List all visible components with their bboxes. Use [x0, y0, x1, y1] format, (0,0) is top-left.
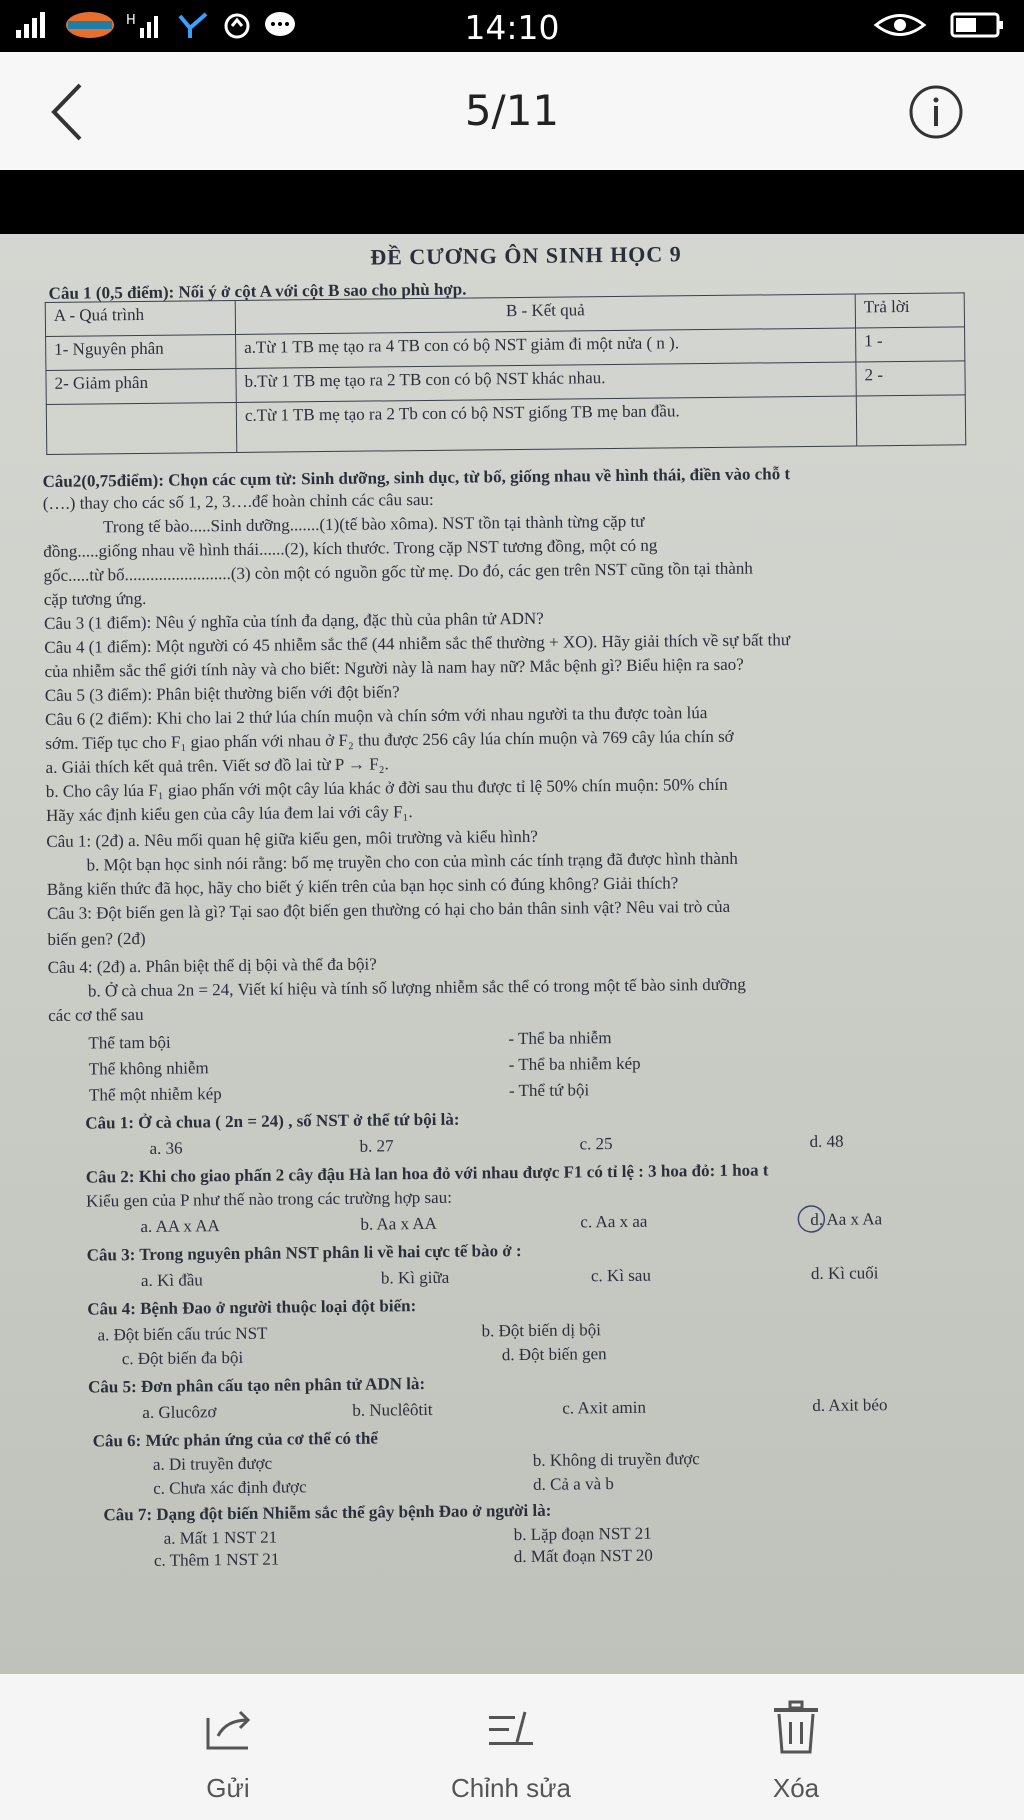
table-cell [46, 402, 237, 454]
doc-line: (….) thay cho các số 1, 2, 3….để hoàn chỉnh các câu sau: [42, 489, 434, 513]
edit-button[interactable] [411, 1698, 611, 1804]
status-icons-right [872, 10, 1006, 40]
mc-option: c. Đột biến đa bội [121, 1347, 244, 1369]
doc-line: Trong tế bào.....Sinh dưỡng.......(1)(tế bào xôma). NST tồn tại thành từng cặp tư [102, 511, 645, 537]
table-cell: 2 - [856, 361, 965, 396]
mc-option: d. Đột biến gen [501, 1344, 607, 1365]
mc-option: c. Kì sau [590, 1265, 652, 1286]
mc-option: c. 25 [579, 1134, 613, 1154]
table-cell: 1 - [856, 327, 965, 362]
doc-line: Câu 6 (2 điểm): Khi cho lai 2 thứ lúa chín muộn và chín sớm với nhau người ta thu được toàn lúa [44, 703, 708, 729]
svg-text:H: H [126, 13, 136, 28]
mc-option: a. Kì đầu [140, 1270, 203, 1290]
table-header-cell: A - Quá trình [45, 300, 235, 336]
table-cell: c.Từ 1 TB mẹ tạo ra 2 Tb con có bộ NST giống TB mẹ ban đầu. [236, 396, 856, 452]
mc-option: a. Glucôzơ [142, 1402, 217, 1422]
mc-option: c. Thêm 1 NST 21 [153, 1549, 280, 1570]
image-top-border [0, 170, 1024, 234]
matching-table [45, 292, 967, 455]
trash-icon [766, 1698, 826, 1758]
mc-option: b. Không di truyền được [532, 1449, 700, 1470]
info-icon[interactable] [908, 84, 964, 140]
edit-label: Chỉnh sửa [450, 1773, 572, 1803]
mc-question: Kiểu gen của P như thế nào trong các trường hợp sau: [86, 1187, 452, 1211]
doc-line: Câu2(0,75điểm): Chọn các cụm từ: Sinh dưỡng, sinh dục, từ bố, giống nhau về hình thái, điền vào chỗ t [42, 464, 791, 491]
table-header-cell: Trả lời [855, 293, 964, 328]
send-button[interactable] [128, 1698, 328, 1804]
mc-question: Câu 3: Trong nguyên phân NST phân li về hai cực tế bào ở : [86, 1241, 522, 1265]
mc-question: Câu 6: Mức phản ứng của cơ thể có thể [92, 1428, 379, 1451]
doc-line: biến gen? (2đ) [47, 928, 146, 949]
send-label: Gửi [206, 1773, 250, 1803]
doc-line: b. Cho cây lúa F₁ giao phấn với một cây lúa khác ở đời sau thu được tỉ lệ 50% chín muộn: 50% chín [45, 774, 728, 801]
share-icon [198, 1698, 258, 1758]
list-item: Thể không nhiễm [88, 1058, 209, 1079]
doc-line: cặp tương ứng. [43, 588, 147, 609]
mc-option: c. Axit amin [562, 1397, 646, 1418]
mc-option: b. 27 [359, 1136, 394, 1156]
doc-line: b. Ở cà chua 2n = 24, Viết kí hiệu và tính số lượng nhiễm sắc thể có trong một tế bào sinh dưỡng [87, 974, 746, 1001]
doc-line: Hãy xác định kiểu gen của cây lúa đem lai với cây F₁. [45, 802, 413, 825]
doc-line: Câu 3 (1 điểm): Nêu ý nghĩa của tính đa dạng, đặc thù của phân tử ADN? [43, 608, 544, 633]
mc-option: c. Aa x aa [580, 1211, 648, 1232]
list-item: - Thể tứ bội [508, 1080, 590, 1101]
list-item: - Thể ba nhiễm [508, 1028, 612, 1049]
page-counter: 5/11 [464, 86, 560, 135]
mc-question: Câu 4: Bệnh Đao ở người thuộc loại đột biến: [87, 1296, 417, 1319]
doc-line: của nhiễm sắc thể giới tính này và cho biết: Người này là nam hay nữ? Mắc bệnh gì? Biểu hiện ra sao? [44, 654, 744, 681]
mc-question: Câu 1: Ở cà chua ( 2n = 24) , số NST ở thể tứ bội là: [85, 1109, 460, 1133]
doc-line: Câu 4 (1 điểm): Một người có 45 nhiễm sắc thể (44 nhiễm sắc thể thường + XO). Hãy giải thích về sự bất thư [44, 630, 791, 657]
doc-line: các cơ thể sau [48, 1004, 144, 1025]
doc-line: Bằng kiến thức đã học, hãy cho biết ý kiến trên của bạn học sinh có đúng không? Giải thích? [46, 873, 679, 899]
mc-question: Câu 5: Đơn phân cấu tạo nên phân tử ADN là: [87, 1374, 426, 1397]
mc-option: d. Aa x Aa [810, 1209, 883, 1229]
mc-option: d. Kì cuối [810, 1263, 879, 1283]
mc-option: a. Di truyền được [152, 1453, 273, 1474]
doc-line: Câu 5 (3 điểm): Phân biệt thường biến với đột biến? [44, 682, 400, 705]
delete-button[interactable] [696, 1698, 896, 1804]
status-bar [0, 0, 1024, 52]
table-cell: b.Từ 1 TB mẹ tạo ra 2 TB con có bộ NST khác nhau. [236, 362, 856, 402]
mc-option: b. Kì giữa [380, 1267, 450, 1288]
mc-option: b. Nuclêôtit [352, 1399, 433, 1420]
document-title: ĐỀ CƯƠNG ÔN SINH HỌC 9 [370, 241, 682, 270]
doc-line: đồng.....giống nhau về hình thái......(2), kích thước. Trong cặp NST tương đồng, một có ng [43, 535, 658, 561]
table-cell [856, 395, 966, 446]
table-cell: 1- Nguyên phân [46, 334, 236, 370]
mc-option: d. Axit béo [812, 1395, 888, 1415]
table-row [46, 395, 965, 455]
mc-option: a. 36 [149, 1138, 183, 1158]
doc-line: gốc.....từ bố.........................(3) còn một có nguồn gốc từ mẹ. Do đó, các gen trên NST cũng tồn tại thành [43, 558, 753, 585]
table-cell: a.Từ 1 TB mẹ tạo ra 4 TB con có bộ NST giảm đi một nửa ( n ). [236, 328, 856, 368]
mc-option: d. 48 [809, 1131, 844, 1151]
doc-line: sớm. Tiếp tục cho F₁ giao phấn với nhau ở F₂ thu được 256 cây lúa chín muộn và 769 cây lúa chín sớ [45, 726, 734, 753]
doc-line: Câu 1: (2đ) a. Nêu mối quan hệ giữa kiểu gen, môi trường và kiểu hình? [46, 826, 538, 851]
mc-option: a. Đột biến cấu trúc NST [97, 1323, 268, 1345]
list-item: Thể một nhiễm kép [88, 1084, 222, 1105]
mc-option: c. Chưa xác định được [153, 1477, 307, 1498]
list-item: Thể tam bội [88, 1032, 171, 1053]
mc-question: Câu 7: Dạng đột biến Nhiễm sắc thể gây bệnh Đao ở người là: [103, 1500, 552, 1525]
delete-label: Xóa [772, 1773, 820, 1803]
doc-line: Câu 3: Đột biến gen là gì? Tại sao đột biến gen thường có hại cho bản thân sinh vật? Nêu vai trò của [47, 896, 731, 923]
battery-icon [950, 10, 1006, 40]
doc-line: a. Giải thích kết quả trên. Viết sơ đồ lai từ P → F₂. [45, 754, 389, 777]
document-photo[interactable] [0, 234, 1024, 1674]
doc-line: b. Một bạn học sinh nói rằng: bố mẹ truyền cho con của mình các tính trạng đã được hình thành [86, 848, 738, 875]
edit-icon [481, 1698, 541, 1758]
status-time: 14:10 [464, 8, 560, 47]
mc-option: d. Cả a và b [533, 1474, 614, 1494]
nav-bar [0, 52, 1024, 170]
mc-option: b. Lặp đoạn NST 21 [513, 1523, 652, 1545]
eye-icon [872, 10, 928, 40]
table-cell: 2- Giảm phân [46, 368, 236, 404]
table-header-cell: B - Kết quả [235, 294, 855, 334]
mc-option: b. Aa x AA [360, 1213, 437, 1234]
answer-circle-mark [796, 1204, 826, 1234]
bottom-toolbar [0, 1674, 1024, 1820]
mc-option: b. Đột biến dị bội [481, 1320, 602, 1341]
list-item: - Thể ba nhiễm kép [508, 1053, 641, 1075]
doc-line: Câu 4: (2đ) a. Phân biệt thể dị bội và thể đa bội? [47, 954, 377, 977]
mc-option: d. Mất đoạn NST 20 [513, 1545, 653, 1567]
mc-option: a. AA x AA [140, 1216, 220, 1237]
mc-option: a. Mất 1 NST 21 [163, 1527, 278, 1548]
mc-question: Câu 2: Khi cho giao phấn 2 cây đậu Hà lan hoa đỏ với nhau được F1 có tỉ lệ : 3 hoa đỏ: 1 hoa t [85, 1160, 769, 1187]
question-1-heading: Câu 1 (0,5 điểm): Nối ý ở cột A với cột B sao cho phù hợp. [48, 279, 467, 303]
